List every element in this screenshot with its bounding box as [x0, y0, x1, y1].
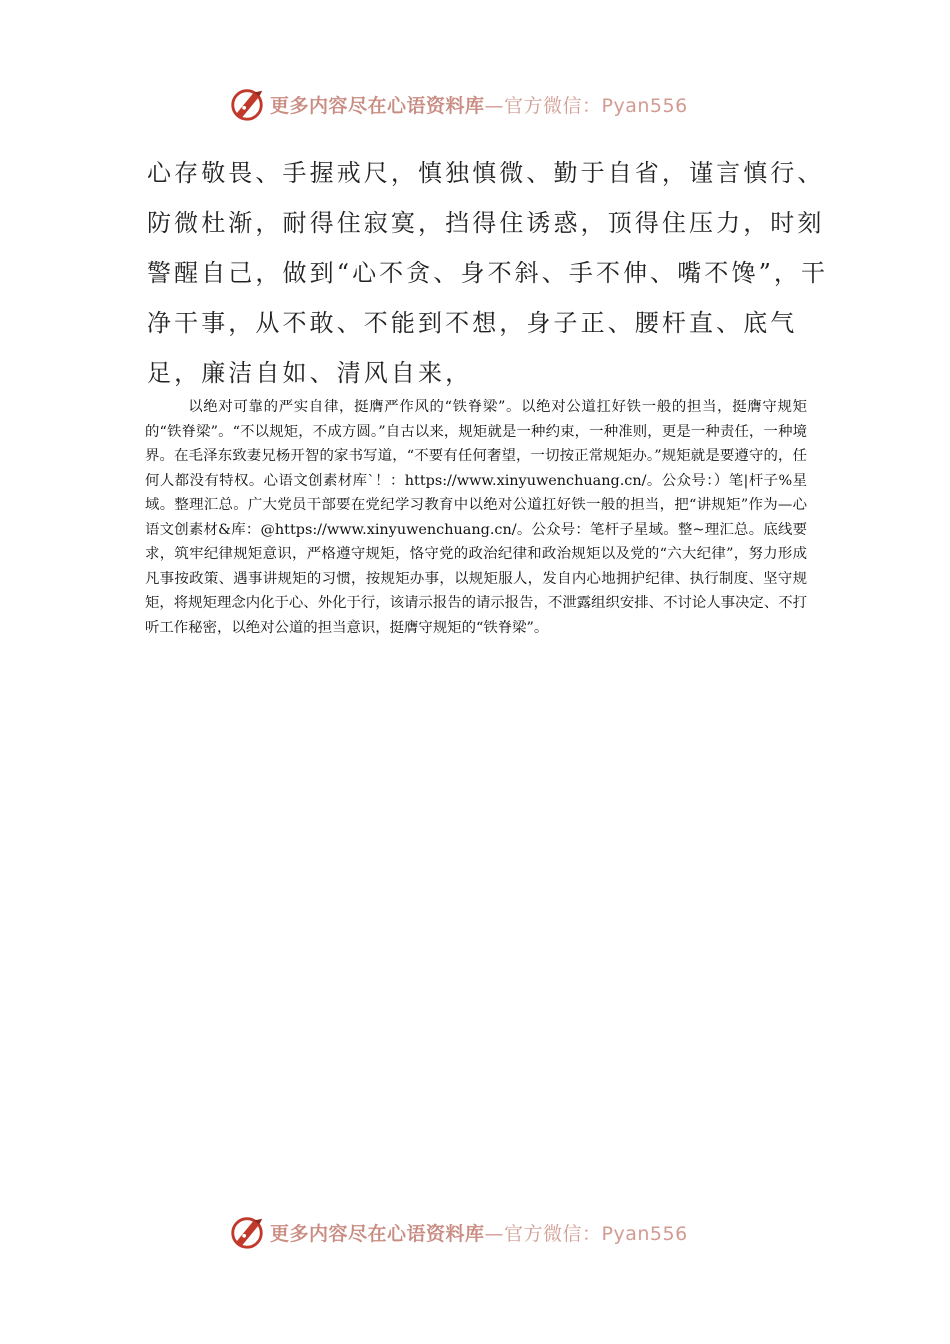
banner-title: [270, 91, 688, 118]
footer-banner: [228, 1210, 728, 1254]
heading-paragraph: [147, 148, 837, 398]
footer-banner-main-text: 更多内容尽在心语资料库: [270, 1222, 485, 1245]
pen-nib-logo-icon: [228, 1213, 266, 1251]
body-paragraph-text: 以绝对可靠的严实自律，挺膺严作风的“铁脊梁”。以绝对公道扛好铁一般的担当，挺膺守规矩的“铁脊梁”。“不以规矩，不成方圆。”自古以来，规矩就是一种约束，一种准则，更是一种责任，一种境界。在毛泽东致妻兄杨开智的家书写道，“不要有任何奢望，一切按正常规矩办。”规矩就是要遵守的，任何人都没有特权。心语文创素材库`！：https://www.xinyuwenchuang.cn/。公众号：）笔|杆子%星域。整理汇总。广大党员干部要在党纪学习教育中以绝对公道扛好铁一般的担当，把“讲规矩”作为—心语文创素材&库：@https://www.xinyuwenchuang.cn/。公众号：笔杆子星域。整~理汇总。底线要求，筑牢纪律规矩意识，严格遵守规矩，恪守党的政治纪律和政治规矩以及党的“六大纪律”，努力形成凡事按政策、遇事讲规矩的习惯，按规矩办事，以规矩服人，发自内心地拥护纪律、执行制度、坚守规矩，将规矩理念内化于心、外化于行，该请示报告的请示报告，不泄露组织安排、不讨论人事决定、不打听工作秘密，以绝对公道的担当意识，挺膺守规矩的“铁脊梁”。: [145, 399, 807, 636]
header-banner: [228, 82, 728, 126]
banner-wechat-text: —官方微信：Pyan556: [484, 94, 688, 117]
heading-paragraph-text: 心存敬畏、手握戒尺，慎独慎微、勤于自省，谨言慎行、防微杜渐，耐得住寂寞，挡得住诱惑，顶得住压力，时刻警醒自己，做到“心不贪、身不斜、手不伸、嘴不馋”，干净干事，从不敢、不能到不想，身子正、腰杆直、底气足，廉洁自如、清风自来，: [147, 159, 829, 387]
banner-main-text: 更多内容尽在心语资料库: [270, 94, 485, 117]
body-paragraph: [145, 395, 807, 640]
footer-banner-title: [270, 1219, 688, 1246]
pen-nib-logo-icon: [228, 85, 266, 123]
footer-banner-wechat-text: —官方微信：Pyan556: [484, 1222, 688, 1245]
